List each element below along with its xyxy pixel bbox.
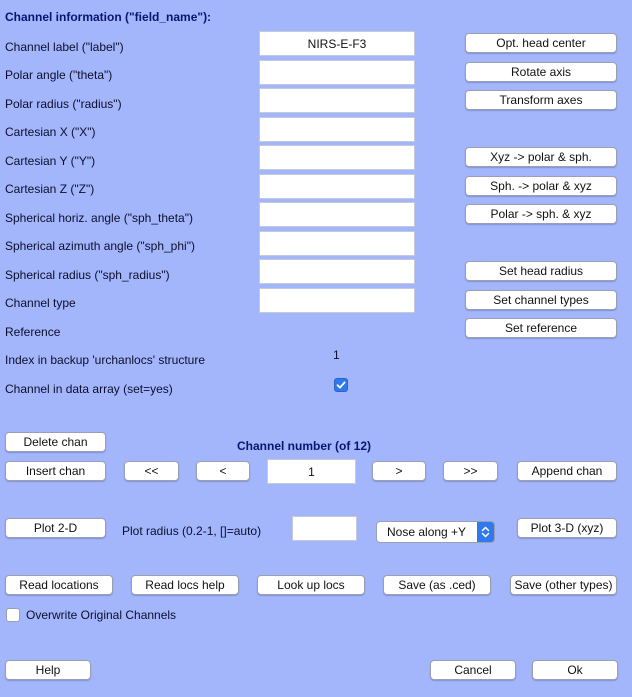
label-sph-theta: Spherical horiz. angle ("sph_theta") [5, 211, 193, 225]
sph-phi-field[interactable] [259, 231, 415, 256]
cartesian-y-field[interactable] [259, 145, 415, 170]
channel-number-field[interactable]: 1 [267, 459, 356, 484]
label-polar-radius: Polar radius ("radius") [5, 97, 122, 111]
label-cartesian-y: Cartesian Y ("Y") [5, 154, 96, 168]
help-button[interactable]: Help [5, 660, 91, 680]
page-title: Channel information ("field_name"): [5, 10, 212, 24]
xyz-to-polar-sph-button[interactable]: Xyz -> polar & sph. [465, 147, 617, 167]
set-head-radius-button[interactable]: Set head radius [465, 261, 617, 281]
delete-chan-button[interactable]: Delete chan [5, 432, 106, 452]
label-cartesian-z: Cartesian Z ("Z") [5, 182, 95, 196]
nose-direction-select[interactable] [376, 521, 495, 543]
overwrite-checkbox[interactable] [6, 608, 20, 622]
channel-number-label: Channel number (of 12) [237, 439, 372, 453]
select-arrows-icon [477, 522, 494, 542]
label-sph-phi: Spherical azimuth angle ("sph_phi") [5, 239, 195, 253]
last-channel-button[interactable]: >> [443, 461, 498, 481]
sph-theta-field[interactable] [259, 202, 415, 227]
polar-to-sph-xyz-button[interactable]: Polar -> sph. & xyz [465, 204, 617, 224]
opt-head-center-button[interactable]: Opt. head center [465, 33, 617, 53]
save-other-types-button[interactable]: Save (other types) [510, 575, 617, 595]
insert-chan-button[interactable]: Insert chan [5, 461, 106, 481]
read-locations-button[interactable]: Read locations [5, 575, 113, 595]
polar-radius-field[interactable] [259, 88, 415, 113]
plot-2d-button[interactable]: Plot 2-D [5, 518, 106, 538]
channel-label-field[interactable]: NIRS-E-F3 [259, 31, 415, 56]
overwrite-label: Overwrite Original Channels [26, 608, 177, 622]
label-sph-radius: Spherical radius ("sph_radius") [5, 268, 170, 282]
set-reference-button[interactable]: Set reference [465, 318, 617, 338]
label-channel-label: Channel label ("label") [5, 40, 124, 54]
plot-3d-button[interactable]: Plot 3-D (xyz) [517, 518, 617, 538]
label-channel-type: Channel type [5, 296, 76, 310]
transform-axes-button[interactable]: Transform axes [465, 90, 617, 110]
rotate-axis-button[interactable]: Rotate axis [465, 62, 617, 82]
sph-radius-field[interactable] [259, 259, 415, 284]
plot-radius-label: Plot radius (0.2-1, []=auto) [122, 524, 262, 538]
label-reference: Reference [5, 325, 61, 339]
look-up-locs-button[interactable]: Look up locs [257, 575, 365, 595]
label-cartesian-x: Cartesian X ("X") [5, 125, 96, 139]
ok-button[interactable]: Ok [532, 660, 618, 680]
backup-index-value: 1 [333, 348, 340, 362]
cartesian-z-field[interactable] [259, 174, 415, 199]
polar-angle-field[interactable] [259, 60, 415, 85]
append-chan-button[interactable]: Append chan [517, 461, 617, 481]
cancel-button[interactable]: Cancel [430, 660, 516, 680]
set-channel-types-button[interactable]: Set channel types [465, 290, 617, 310]
channel-type-field[interactable] [259, 288, 415, 313]
read-locs-help-button[interactable]: Read locs help [131, 575, 239, 595]
first-channel-button[interactable]: << [124, 461, 179, 481]
sph-to-polar-xyz-button[interactable]: Sph. -> polar & xyz [465, 176, 617, 196]
label-polar-angle: Polar angle ("theta") [5, 68, 113, 82]
next-channel-button[interactable]: > [372, 461, 426, 481]
prev-channel-button[interactable]: < [196, 461, 250, 481]
nose-direction-value: Nose along +Y [387, 525, 467, 539]
cartesian-x-field[interactable] [259, 117, 415, 142]
label-data-array: Channel in data array (set=yes) [5, 382, 173, 396]
label-backup-index: Index in backup 'urchanlocs' structure [5, 353, 206, 367]
plot-radius-field[interactable] [292, 516, 357, 541]
save-ced-button[interactable]: Save (as .ced) [383, 575, 491, 595]
data-array-checkbox[interactable] [334, 378, 348, 392]
checkmark-icon [336, 380, 346, 390]
